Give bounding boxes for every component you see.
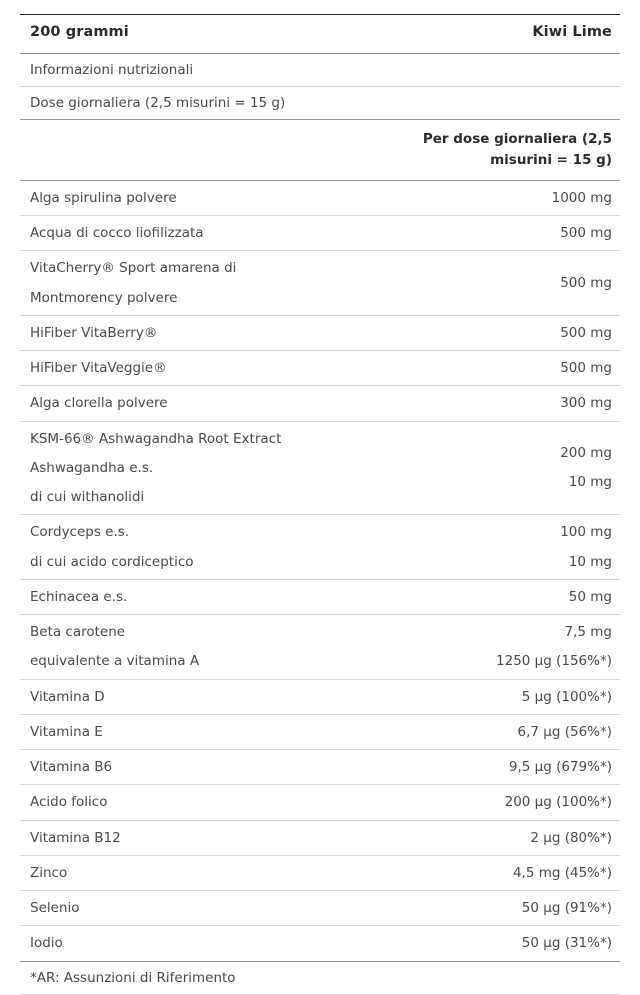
ingredient-value-line: 10 mg [568,474,612,491]
ingredient-value [392,386,620,421]
section-subtitle-row [20,54,620,87]
ingredient-name [20,891,392,926]
table-row [20,315,620,350]
table-row [20,180,620,215]
ingredient-name [20,926,392,961]
ingredient-value [392,180,620,215]
ingredient-value [392,515,620,580]
ingredient-value-line: 5 µg (100%*) [521,688,612,705]
ingredient-value [392,855,620,890]
ingredient-value-line: 2 µg (80%*) [530,829,612,846]
table-row [20,251,620,316]
ingredient-value-line: 500 mg [560,324,612,341]
table-row [20,785,620,820]
ingredient-value-line: 1250 µg (156%*) [496,653,612,670]
ingredient-name [20,679,392,714]
ingredient-name-line: Cordyceps e.s. [30,524,130,541]
ingredient-name [20,421,392,515]
ingredient-value [392,926,620,961]
ingredient-value-line: 300 mg [560,395,612,412]
ingredient-name-line: Vitamina E [30,723,103,740]
ingredient-value-line: 50 µg (91%*) [521,900,612,917]
ingredient-name [20,180,392,215]
table-row [20,615,620,680]
column-header-line2: misurini = 15 g) [490,151,612,168]
ingredient-value-line: 500 mg [560,360,612,377]
product-header-row [20,15,620,54]
ingredient-name-line: Acido folico [30,794,108,811]
ingredient-name [20,615,392,680]
footnote-text: *AR: Assunzioni di Riferimento [20,961,620,994]
nutrition-table [20,14,620,995]
ingredient-name-line: Ashwagandha e.s. [30,459,154,476]
ingredient-name [20,714,392,749]
table-row [20,714,620,749]
ingredient-value [392,679,620,714]
ingredient-name-line: HiFiber VitaVeggie® [30,360,167,377]
section-subtitle: Informazioni nutrizionali [20,54,620,87]
table-row [20,216,620,251]
daily-dose-row [20,87,620,120]
ingredient-name [20,251,392,316]
ingredient-value [392,579,620,614]
column-header-daily-dose [392,120,620,181]
ingredient-value [392,750,620,785]
ingredient-value-line: 4,5 mg (45%*) [512,864,612,881]
table-row [20,926,620,961]
ingredient-name-line: Beta carotene [30,624,126,641]
table-row [20,750,620,785]
ingredient-name [20,785,392,820]
table-row [20,855,620,890]
ingredient-name-line: Vitamina B12 [30,829,121,846]
ingredient-name-line: Vitamina D [30,688,105,705]
ingredient-name [20,579,392,614]
ingredient-name-line: KSM-66® Ashwagandha Root Extract [30,430,282,447]
nutrition-table-body [20,15,620,995]
ingredient-name [20,386,392,421]
table-row [20,386,620,421]
ingredient-name [20,216,392,251]
ingredient-value-line: 10 mg [568,553,612,570]
table-row [20,579,620,614]
table-row [20,515,620,580]
ingredient-name [20,315,392,350]
ingredient-name-line: Montmorency polvere [30,289,178,306]
ingredient-name-line: Vitamina B6 [30,759,113,776]
ingredient-value [392,351,620,386]
column-header-row [20,120,620,181]
ingredient-value [392,785,620,820]
ingredient-name-line: Echinacea e.s. [30,588,128,605]
table-row [20,679,620,714]
column-header-line1: Per dose giornaliera (2,5 [422,131,612,147]
ingredient-name [20,750,392,785]
product-weight: 200 grammi [20,15,392,54]
table-row [20,820,620,855]
ingredient-value-line: 50 µg (31%*) [521,935,612,952]
footnote-row [20,961,620,994]
ingredient-name [20,855,392,890]
ingredient-name-line: Acqua di cocco liofilizzata [30,225,204,242]
ingredient-value [392,891,620,926]
ingredient-value [392,421,620,515]
ingredient-value [392,615,620,680]
ingredient-name [20,515,392,580]
ingredient-name-line: di cui acido cordiceptico [30,553,194,570]
ingredient-value [392,714,620,749]
ingredient-value-line: 9,5 µg (679%*) [508,759,612,776]
ingredient-value-line: 500 mg [560,225,612,242]
ingredient-name-line: di cui withanolidi [30,489,145,506]
ingredient-name-line: Iodio [30,935,63,952]
ingredient-name-line: Zinco [30,864,68,881]
ingredient-name-line: HiFiber VitaBerry® [30,324,158,341]
product-flavour: Kiwi Lime [392,15,620,54]
daily-dose-label: Dose giornaliera (2,5 misurini = 15 g) [20,87,620,120]
ingredient-name [20,820,392,855]
ingredient-name-line: equivalente a vitamina A [30,653,200,670]
ingredient-value-line: 6,7 µg (56%*) [517,723,612,740]
ingredient-name-line: VitaCherry® Sport amarena di [30,260,237,277]
table-row [20,891,620,926]
ingredient-name [20,351,392,386]
ingredient-name-line: Alga clorella polvere [30,395,168,412]
ingredient-value-line: 100 mg [560,524,612,541]
ingredient-value [392,216,620,251]
column-header-spacer [20,120,392,181]
ingredient-value-line: 7,5 mg [564,624,612,641]
ingredient-value [392,315,620,350]
ingredient-value-line: 50 mg [568,588,612,605]
ingredient-name-line: Alga spirulina polvere [30,189,177,206]
ingredient-name-line: Selenio [30,900,80,917]
ingredient-value-line: 200 mg [560,445,612,462]
table-row [20,351,620,386]
ingredient-value-line: 500 mg [560,274,612,291]
ingredient-value-line: 200 µg (100%*) [504,794,612,811]
ingredient-value [392,820,620,855]
ingredient-value-line: 1000 mg [551,189,612,206]
ingredient-value [392,251,620,316]
table-row [20,421,620,515]
